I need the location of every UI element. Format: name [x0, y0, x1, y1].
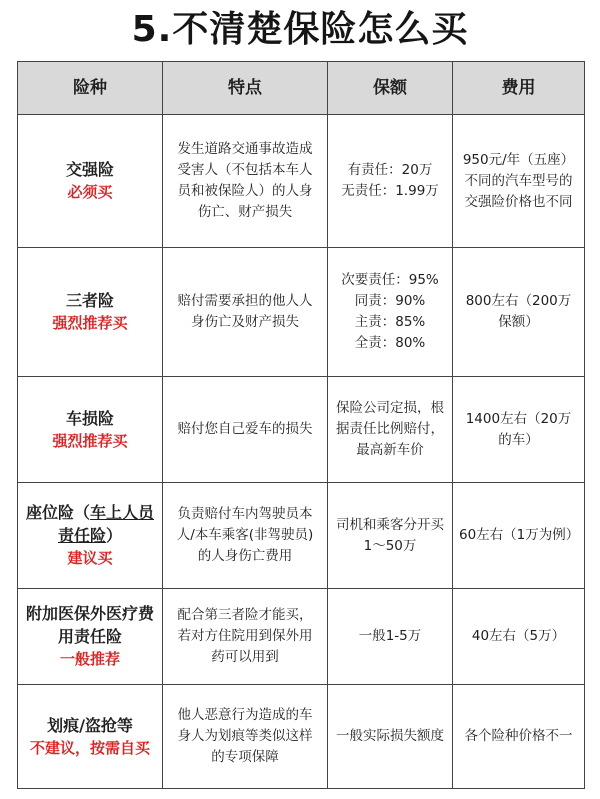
feature-cell — [163, 483, 328, 589]
insurance-table — [17, 61, 585, 789]
feature-cell: 他人恶意行为造成的车身人为划痕等类似这样的专项保障 — [163, 685, 328, 789]
cost-line: 950元/年（五座） — [462, 151, 575, 168]
insurance-name-cell — [18, 377, 163, 483]
coverage-line: 保险公司定损，根据责任比例赔付，最高新车价 — [336, 400, 444, 458]
recommendation-label: 强烈推荐买 — [52, 431, 128, 450]
cost-line: 60左右（1万为例） — [459, 527, 580, 543]
insurance-name: 车损险 — [65, 408, 114, 428]
insurance-name-cell — [18, 483, 163, 589]
cost-line: 800左右（200万保额） — [465, 293, 572, 330]
coverage-line: 有责任：20万 — [347, 162, 433, 178]
table-row — [18, 589, 585, 685]
cost-cell — [453, 685, 585, 789]
table-row — [18, 685, 585, 789]
cost-cell — [453, 248, 585, 377]
recommendation-label: 建议买 — [67, 549, 113, 567]
table-row — [18, 115, 585, 248]
insurance-name-suffix: ） — [106, 526, 123, 545]
coverage-line: 同责：90% — [354, 293, 426, 309]
coverage-line: 司机和乘客分开买 — [336, 516, 444, 533]
cost-cell — [453, 115, 585, 248]
coverage-cell — [328, 685, 453, 789]
cost-cell — [453, 483, 585, 589]
coverage-line: 一般1-5万 — [358, 628, 422, 644]
insurance-name: 划痕/盗抢等 — [47, 715, 133, 735]
recommendation-label: 不建议，按需自买 — [29, 738, 150, 757]
coverage-cell — [328, 377, 453, 483]
insurance-name-prefix: 座位险（ — [25, 503, 90, 522]
table-row — [18, 248, 585, 377]
feature-cell: 配合第三者险才能买，若对方住院用到保外用药可以用到 — [163, 589, 328, 685]
feature-cell: 赔付需要承担的他人人身伤亡及财产损失 — [163, 248, 328, 377]
insurance-name-cell — [18, 115, 163, 248]
header-feature: 特点 — [163, 62, 328, 115]
page-title: 5.不清楚保险怎么买 — [131, 9, 469, 50]
cost-cell — [453, 377, 585, 483]
header-coverage: 保额 — [328, 62, 453, 115]
coverage-cell — [328, 589, 453, 685]
insurance-name-cell — [18, 589, 163, 685]
coverage-cell — [328, 248, 453, 377]
insurance-name: 三者险 — [65, 291, 114, 310]
feature-line: 负责赔付车内驾驶员本人/本车乘客(非驾驶员) — [176, 506, 314, 543]
recommendation-label: 强烈推荐买 — [52, 314, 128, 332]
insurance-name: 附加医保外医疗费用责任险 — [25, 604, 154, 646]
coverage-line: 次要责任：95% — [341, 272, 439, 288]
cost-cell — [453, 589, 585, 685]
table-header-row — [18, 62, 585, 115]
feature-cell: 赔付您自己爱车的损失 — [163, 377, 328, 483]
feature-line: 的人身伤亡费用 — [197, 548, 293, 564]
table-row — [18, 377, 585, 483]
header-type: 险种 — [18, 62, 163, 115]
recommendation-label: 必须买 — [67, 183, 113, 201]
coverage-line: 无责任：1.99万 — [341, 183, 439, 199]
coverage-line: 主责：85% — [354, 314, 426, 330]
header-cost: 费用 — [453, 62, 585, 115]
insurance-name-underlined: 车上人员责任险 — [57, 503, 155, 545]
table-row — [18, 483, 585, 589]
cost-line: 40左右（5万） — [471, 628, 566, 644]
insurance-name-cell — [18, 685, 163, 789]
feature-cell: 发生道路交通事故造成受害人（不包括本车人员和被保险人）的人身伤亡、财产损失 — [163, 115, 328, 248]
coverage-cell — [328, 115, 453, 248]
cost-line: 不同的汽车型号的交强险价格也不同 — [464, 172, 573, 210]
coverage-cell — [328, 483, 453, 589]
cost-line: 各个险种价格不一 — [464, 728, 573, 744]
recommendation-label: 一般推荐 — [59, 650, 120, 668]
coverage-line: 一般实际损失额度 — [336, 728, 444, 744]
cost-line: 1400左右（20万的车） — [465, 410, 572, 448]
insurance-name-cell — [18, 248, 163, 377]
coverage-line: 全责：80% — [354, 335, 426, 351]
coverage-line: 1～50万 — [363, 537, 417, 554]
insurance-name: 交强险 — [65, 160, 114, 179]
